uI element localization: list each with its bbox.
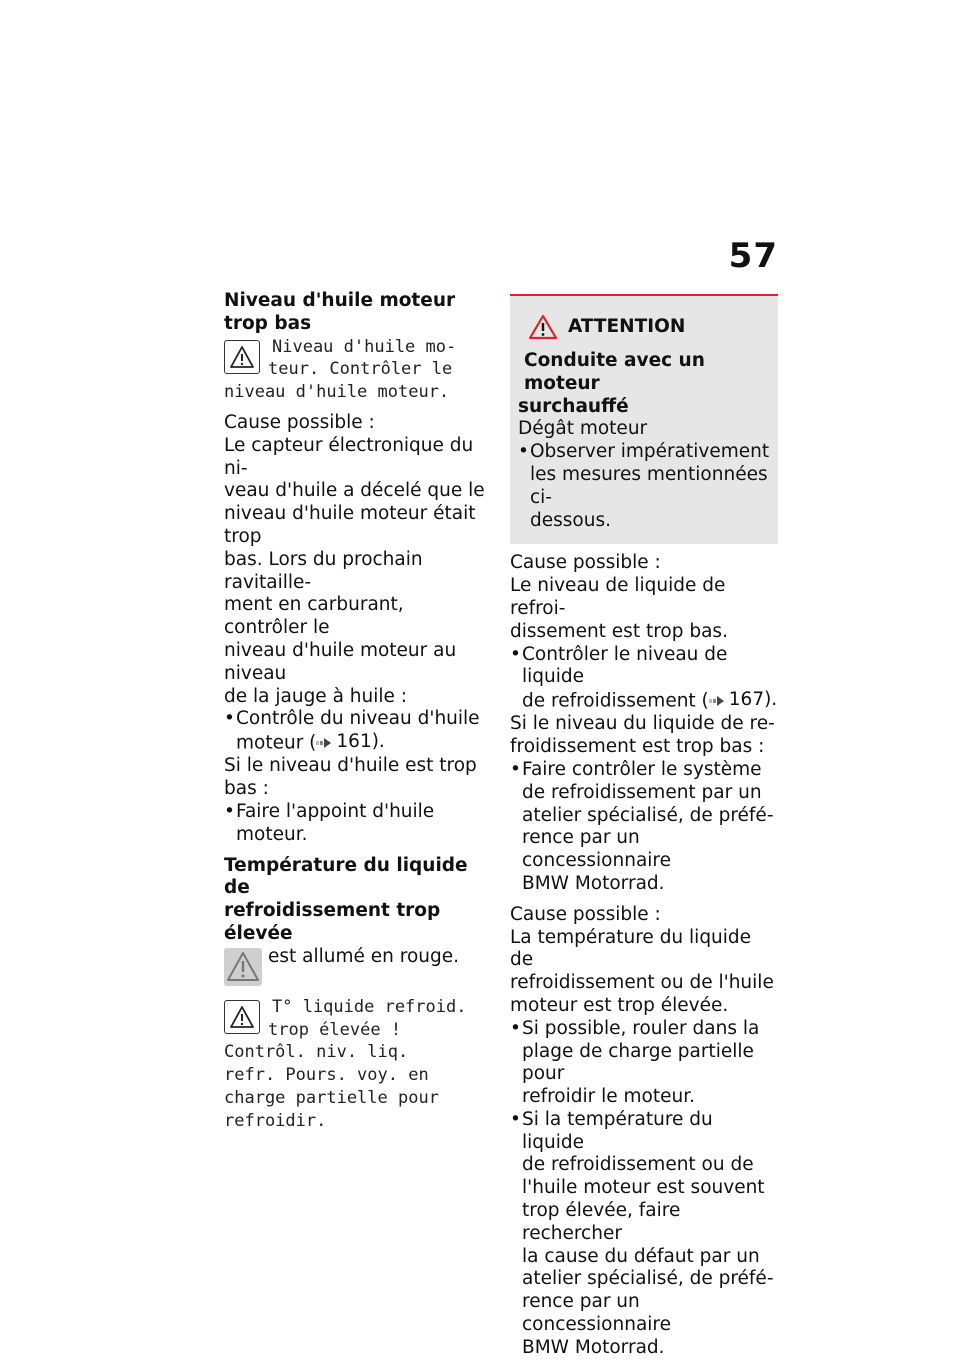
warning-triangle-icon	[224, 1000, 260, 1034]
attention-box	[510, 294, 778, 544]
oil-display-message	[224, 336, 492, 404]
attention-triangle-icon	[528, 314, 558, 340]
text-line: Si le niveau du liquide de re-	[510, 713, 775, 735]
list-item: • Contrôler le niveau de liquide de refroidissement ( 167).	[510, 644, 778, 714]
coolant-warning-lamp-icon	[224, 948, 262, 986]
attention-title: ATTENTION	[528, 314, 770, 340]
display-text-line: charge partielle pour	[224, 1087, 439, 1108]
text-line: veau d'huile a décelé que le	[224, 480, 485, 502]
display-text-line: refroidir.	[224, 1110, 327, 1131]
right-column	[510, 294, 778, 1360]
cause-label: Cause possible :	[510, 903, 661, 925]
cause-text	[224, 435, 492, 709]
text-line: niveau d'huile moteur au niveau	[224, 639, 457, 684]
page-reference-link[interactable]: 161).	[316, 731, 384, 754]
arrow-right-icon	[709, 695, 725, 707]
text-line: moteur (	[236, 732, 317, 754]
text-line: • Contrôle du niveau d'huile	[236, 708, 480, 730]
coolant-temperature-heading: Température du liquide de refroidissement trop élevée	[224, 854, 468, 944]
display-text-line: teur. Contrôler le	[268, 359, 453, 380]
list-item: • Si possible, rouler dans la plage de charge partielle pour refroidir le moteur.	[510, 1018, 778, 1109]
list-item	[224, 801, 492, 847]
text-line: ment en carburant, contrôler le	[224, 594, 404, 639]
cause-label: Cause possible :	[224, 411, 375, 433]
cause-label: Cause possible :	[510, 552, 661, 574]
text-line: moteur est trop élevée.	[510, 994, 729, 1016]
oil-level-heading: Niveau d'huile moteur trop bas	[224, 290, 456, 334]
display-text-line: refr. Pours. voy. en	[224, 1065, 429, 1086]
text-line: Faire l'appoint d'huile moteur.	[236, 800, 435, 845]
coolant-display-message	[224, 996, 492, 1133]
list-item: • Faire contrôler le système de refroidissement par un atelier spécialisé, de préfé- rence par un concessionnaire BMW Motorrad.	[510, 759, 778, 896]
attention-subtitle: Dégât moteur	[518, 418, 648, 440]
warning-triangle-icon	[224, 340, 260, 374]
page-number: 57	[728, 236, 778, 276]
list-item: • Observer impérativement les mesures mentionnées ci- dessous.	[518, 441, 770, 532]
display-text-line: Contrôl. niv. liq.	[224, 1042, 409, 1063]
display-text-line: Niveau d'huile mo-	[272, 336, 457, 357]
text-line: niveau d'huile moteur était trop	[224, 503, 476, 547]
coolant-lamp-row	[224, 946, 492, 988]
text-line: Le capteur électronique du ni-	[224, 434, 474, 479]
attention-heading: Conduite avec un moteur	[524, 350, 705, 394]
text-line: bas :	[224, 778, 269, 800]
display-text-line: T° liquide refroid.	[272, 996, 467, 1017]
text-line: bas. Lors du prochain ravitaille-	[224, 548, 423, 593]
left-column	[224, 290, 492, 1132]
list-item	[224, 708, 492, 755]
arrow-right-icon	[316, 737, 332, 749]
attention-heading: surchauffé	[518, 395, 629, 417]
page-reference-link[interactable]: 167).	[709, 689, 777, 712]
text-line: refroidissement ou de l'huile	[510, 972, 774, 994]
text-line: de la jauge à huile :	[224, 685, 408, 707]
lamp-status-text: est allumé en rouge.	[268, 945, 460, 967]
display-text-line: trop élevée !	[268, 1019, 402, 1040]
list-item: • Si la température du liquide de refroidissement ou de l'huile moteur est souvent trop élevée, faire rechercher la cause du défaut par un atelier spécialisé, de préfé- rence par un concessionnaire BMW Motorrad.	[510, 1109, 778, 1360]
text-line: Le niveau de liquide de refroi-	[510, 575, 726, 619]
text-line: froidissement est trop bas :	[510, 736, 765, 758]
text-line: La température du liquide de	[510, 926, 752, 971]
display-text-line: niveau d'huile moteur.	[224, 382, 450, 403]
text-line: Si le niveau d'huile est trop	[224, 755, 477, 777]
text-line: dissement est trop bas.	[510, 620, 728, 642]
